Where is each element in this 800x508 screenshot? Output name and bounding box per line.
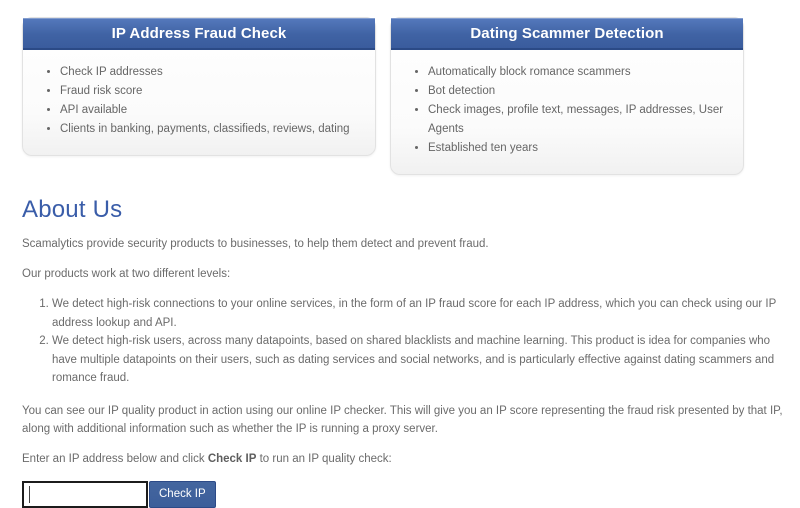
card-feature-item: • Check images, profile text, messages, IP addresses, User Agents: [428, 101, 729, 139]
levels-intro-paragraph: Our products work at two different levels:: [22, 268, 231, 280]
enter-ip-bold-check-ip: Check IP: [207, 452, 257, 465]
text-caret: [29, 486, 30, 503]
enter-ip-prefix: Enter an IP address below and click: [22, 452, 208, 465]
card-feature-item: • Clients in banking, payments, classifieds, reviews, dating: [60, 120, 361, 139]
product-cards-row: [22, 17, 744, 175]
card-title-ip-fraud-check: IP Address Fraud Check: [23, 18, 375, 50]
card-feature-item: • API available: [60, 101, 361, 120]
about-intro-paragraph: Scamalytics provide security products to businesses, to help them detect and prevent fraud.: [22, 238, 489, 250]
ip-check-form: [22, 481, 790, 508]
card-dating-scammer-detection: [390, 17, 744, 175]
enter-ip-suffix: to run an IP quality check:: [256, 452, 392, 465]
enter-ip-instruction: [22, 450, 790, 468]
level-item-2: 2. We detect high-risk users, across many datapoints, based on shared blacklists and machine learning. This product is idea for companies who have multiple datapoints on their users, such as dating services and social networks, and is particularly effective against dating scammers and romance fraud.: [52, 332, 790, 388]
ip-address-input[interactable]: [22, 481, 148, 508]
card-feature-item: • Bot detection: [428, 82, 729, 101]
about-us-heading: About Us: [22, 196, 123, 223]
card-ip-fraud-check: [22, 17, 376, 156]
card-feature-list: [23, 63, 361, 139]
product-levels-list: [22, 295, 790, 388]
card-feature-item: • Check IP addresses: [60, 63, 361, 82]
card-feature-list: [391, 63, 729, 158]
level-item-1: 1. We detect high-risk connections to your online services, in the form of an IP fraud score for each IP address, which you can check using our IP address lookup and API.: [52, 295, 790, 332]
card-title-dating-scammer-detection: Dating Scammer Detection: [391, 18, 743, 50]
card-feature-item: • Fraud risk score: [60, 82, 361, 101]
ip-quality-paragraph: You can see our IP quality product in action using our online IP checker. This will give you an IP score representing the fraud risk presented by that IP, along with additional information such as whether the IP is running a proxy server.: [22, 404, 783, 435]
ip-input-wrap: [22, 481, 148, 508]
card-feature-item: • Established ten years: [428, 139, 729, 158]
check-ip-button[interactable]: Check IP: [149, 481, 216, 508]
card-feature-item: • Automatically block romance scammers: [428, 63, 729, 82]
